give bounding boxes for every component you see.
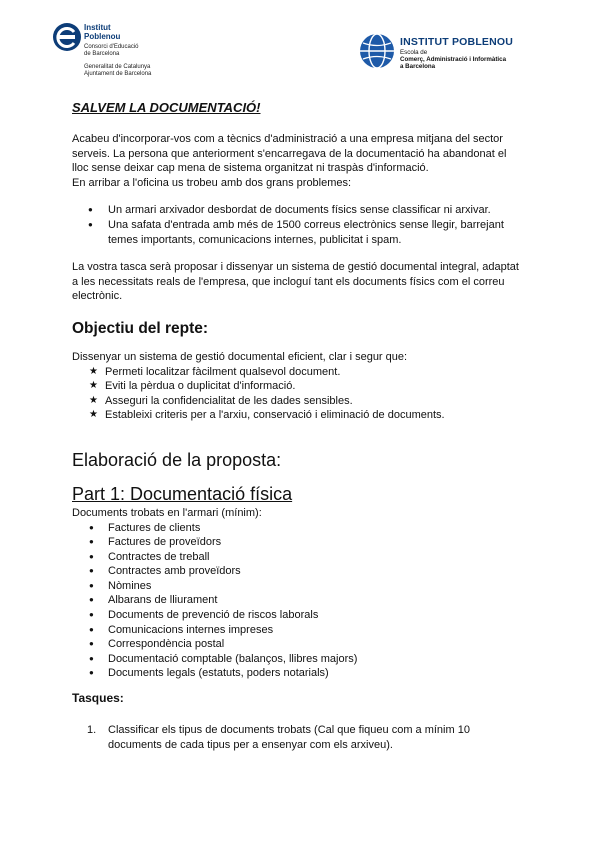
list-item: ★ Estableixi criteris per a l'arxiu, conservació i eliminació de documents.: [72, 408, 530, 423]
proposal-heading: Elaboració de la proposta:: [72, 449, 282, 470]
list-item: ★ Asseguri la confidencialitat de les dades sensibles.: [72, 394, 530, 409]
right-logo-line2: Comerç, Administració i Informàtica: [400, 56, 507, 63]
list-item: ● Una safata d'entrada amb més de 1500 correus electrònics sense llegir, barrejant temes importants, comunicacions internes, publicitat i spam.: [72, 218, 530, 247]
list-item: ● Nòmines: [72, 579, 530, 594]
task-line: a les necessitats reals de l'empresa, que incloguí tant els documents físics com el correu: [72, 275, 505, 288]
list-item: ● Documents legals (estatuts, poders notarials): [72, 666, 530, 681]
page-header: [0, 0, 600, 90]
intro-line: En arribar a l'oficina us trobeu amb dos grans problemes:: [72, 176, 352, 189]
objective-intro: Dissenyar un sistema de gestió documental eficient, clar i segur que:: [72, 350, 408, 363]
list-item: ● Correspondència postal: [72, 637, 530, 652]
globe-icon: [358, 32, 396, 70]
e-logo-icon: [52, 22, 82, 52]
intro-line: lloc sense deixar cap mena de sistema organitzat ni traspàs d'informació.: [72, 162, 429, 175]
objectives-list: [72, 365, 530, 423]
task-number: 1.: [87, 724, 97, 737]
list-item: ● Factures de proveïdors: [72, 535, 530, 550]
problems-list: [72, 203, 530, 247]
task-line: La vostra tasca serà proposar i dissenyar un sistema de gestió documental integral, adaptat: [72, 261, 519, 274]
list-item: ● Documentació comptable (balanços, llibres majors): [72, 652, 530, 667]
right-logo-title: INSTITUT POBLENOU: [400, 36, 514, 48]
right-logo-line3: a Barcelona: [400, 63, 436, 70]
document-body: [72, 100, 530, 752]
objective-heading: Objectiu del repte:: [72, 319, 209, 337]
documents-list: [72, 521, 530, 682]
intro-line: Acabeu d'incorporar-vos com a tècnics d'administració a una empresa mitjana del sector: [72, 133, 503, 145]
list-item: ★ Permeti localitzar fàcilment qualsevol document.: [72, 365, 530, 380]
list-item: ● Comunicacions internes impreses: [72, 623, 530, 638]
right-logo-line1: Escola de: [400, 49, 428, 56]
institut-poblenou-logo-right: [358, 32, 538, 82]
tasques-heading: Tasques:: [72, 691, 124, 706]
institut-poblenou-logo-left: [52, 20, 162, 80]
list-item: ● Contractes amb proveïdors: [72, 564, 530, 579]
list-item: ● Documents de prevenció de riscos laborals: [72, 608, 530, 623]
tasks-list: [72, 723, 530, 752]
list-item: 1. Classificar els tipus de documents trobats (Cal que fiqueu com a mínim 10 documents de cada tipus per a ensenyar com els arxiveu).: [87, 724, 470, 751]
part1-intro: Documents trobats en l'armari (mínim):: [72, 506, 262, 519]
left-logo-government: Generalitat de Catalunya Ajuntament de Barcelona: [84, 64, 152, 77]
document-title: SALVEM LA DOCUMENTACIÓ!: [72, 100, 261, 115]
list-item: ● Factures de clients: [72, 521, 530, 536]
task-paragraph: [72, 260, 530, 304]
part1-heading: Part 1: Documentació física: [72, 483, 293, 504]
list-item: ● Albarans de lliurament: [72, 593, 530, 608]
left-logo-brand: Institut Poblenou: [84, 23, 121, 41]
left-logo-consorci: Consorci d'Educació de Barcelona: [84, 44, 139, 57]
list-item: ★ Eviti la pèrdua o duplicitat d'informació.: [72, 379, 530, 394]
intro-paragraph: [72, 132, 530, 190]
intro-line: serveis. La persona que anteriorment s'encarregava de la documentació ha abandonat el: [72, 147, 507, 160]
task-line: electrònic.: [72, 290, 123, 303]
list-item: ● Un armari arxivador desbordat de documents físics sense classificar ni arxivar.: [72, 203, 530, 218]
list-item: ● Contractes de treball: [72, 550, 530, 565]
